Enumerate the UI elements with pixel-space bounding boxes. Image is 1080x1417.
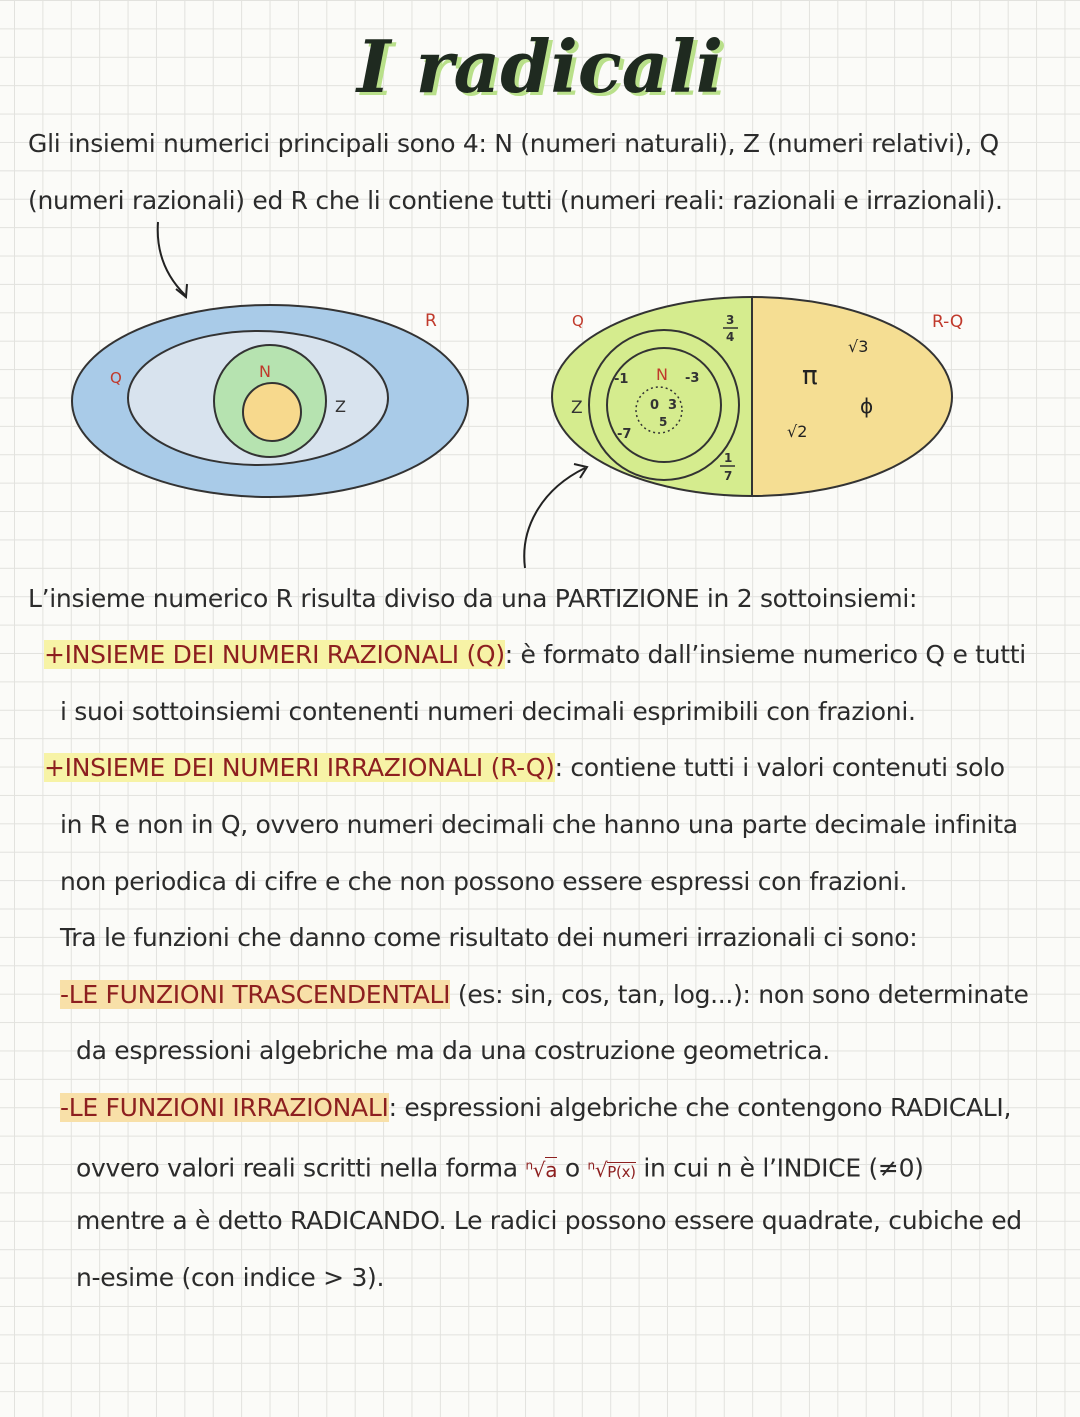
irrational-functions-line-3: mentre a è detto RADICANDO. Le radici possono essere quadrate, cubiche ed [76, 1206, 1022, 1235]
label-N-2: N [656, 365, 668, 384]
pi-symbol: π [802, 361, 818, 391]
irrational-half [752, 297, 952, 496]
svg-text:3: 3 [726, 313, 735, 327]
z-value-minus-3: -3 [685, 371, 700, 386]
irrational-set-line-2: in R e non in Q, ovvero numeri decimali che hanno una parte decimale infinita [60, 810, 1018, 839]
rational-set-line-2: i suoi sottoinsiemi contenenti numeri decimali esprimibili con frazioni. [60, 697, 916, 726]
z-value-minus-7: -7 [617, 427, 632, 442]
irrational-functions-title: -LE FUNZIONI IRRAZIONALI [60, 1093, 389, 1122]
arrow-to-diagram-1 [158, 222, 185, 295]
label-Z-2: Z [571, 398, 583, 418]
functions-intro: Tra le funzioni che danno come risultato dei numeri irrazionali ci sono: [60, 923, 918, 952]
irrational-set-line-1: +INSIEME DEI NUMERI IRRAZIONALI (R-Q): contiene tutti i valori contenuti solo [44, 753, 1005, 782]
irrational-functions-line-4: n-esime (con indice > 3). [76, 1263, 385, 1292]
label-Q: Q [110, 369, 122, 387]
label-Q-2: Q [572, 312, 584, 330]
label-R-minus-Q: R-Q [932, 312, 964, 332]
svg-text:1: 1 [724, 451, 733, 465]
transcendental-line-1: -LE FUNZIONI TRASCENDENTALI (es: sin, cos, tan, log...): non sono determinate [60, 980, 1029, 1009]
rational-set-title: +INSIEME DEI NUMERI RAZIONALI (Q) [44, 640, 505, 669]
sqrt3-value: √3 [848, 337, 869, 356]
label-R: R [425, 311, 437, 331]
n-value-0: 0 [650, 398, 660, 413]
intro-line-2: (numeri razionali) ed R che li contiene tutti (numeri reali: razionali e irrazionali). [28, 186, 1003, 215]
irrational-functions-line-2: ovvero valori reali scritti nella forma $^n$√a o $^n$√P(x) in cui n è l’INDICE (≠0) [76, 1153, 924, 1183]
phi-symbol: ϕ [860, 394, 874, 418]
sqrt2-value: √2 [787, 422, 808, 441]
irrational-set-title: +INSIEME DEI NUMERI IRRAZIONALI (R-Q) [44, 753, 555, 782]
n-value-3: 3 [668, 398, 678, 413]
label-Z: Z [335, 397, 346, 416]
transcendental-line-2: da espressioni algebriche ma da una costruzione geometrica. [76, 1036, 830, 1065]
transcendental-title: -LE FUNZIONI TRASCENDENTALI [60, 980, 451, 1009]
rational-set-line-1: +INSIEME DEI NUMERI RAZIONALI (Q): è formato dall’insieme numerico Q e tutti [44, 640, 1026, 669]
n-value-5: 5 [659, 415, 668, 429]
irrational-set-line-3: non periodica di cifre e che non possono essere espressi con frazioni. [60, 867, 908, 896]
svg-text:4: 4 [726, 330, 735, 344]
diagram-nested-sets [72, 305, 468, 497]
intro-line-1: Gli insiemi numerici principali sono 4: N (numeri naturali), Z (numeri relativi), Q [28, 129, 999, 158]
radical-form-2: $^n$√P(x) [587, 1157, 636, 1182]
irrational-functions-line-1: -LE FUNZIONI IRRAZIONALI: espressioni algebriche che contengono RADICALI, [60, 1093, 1012, 1122]
arrow-to-diagram-2 [524, 468, 585, 568]
label-N: N [259, 362, 271, 381]
partition-line-text: L’insieme numerico R risulta diviso da una PARTIZIONE in 2 sottoinsiemi: [28, 584, 918, 613]
radical-form-1: $^n$√a [525, 1157, 558, 1182]
number-sets-diagrams [0, 0, 1080, 600]
z-value-minus-1: -1 [614, 372, 629, 387]
inner-yellow-circle [243, 383, 301, 441]
page-title: I radicali [356, 24, 724, 109]
svg-text:7: 7 [724, 469, 733, 483]
diagram-partition [552, 297, 963, 496]
